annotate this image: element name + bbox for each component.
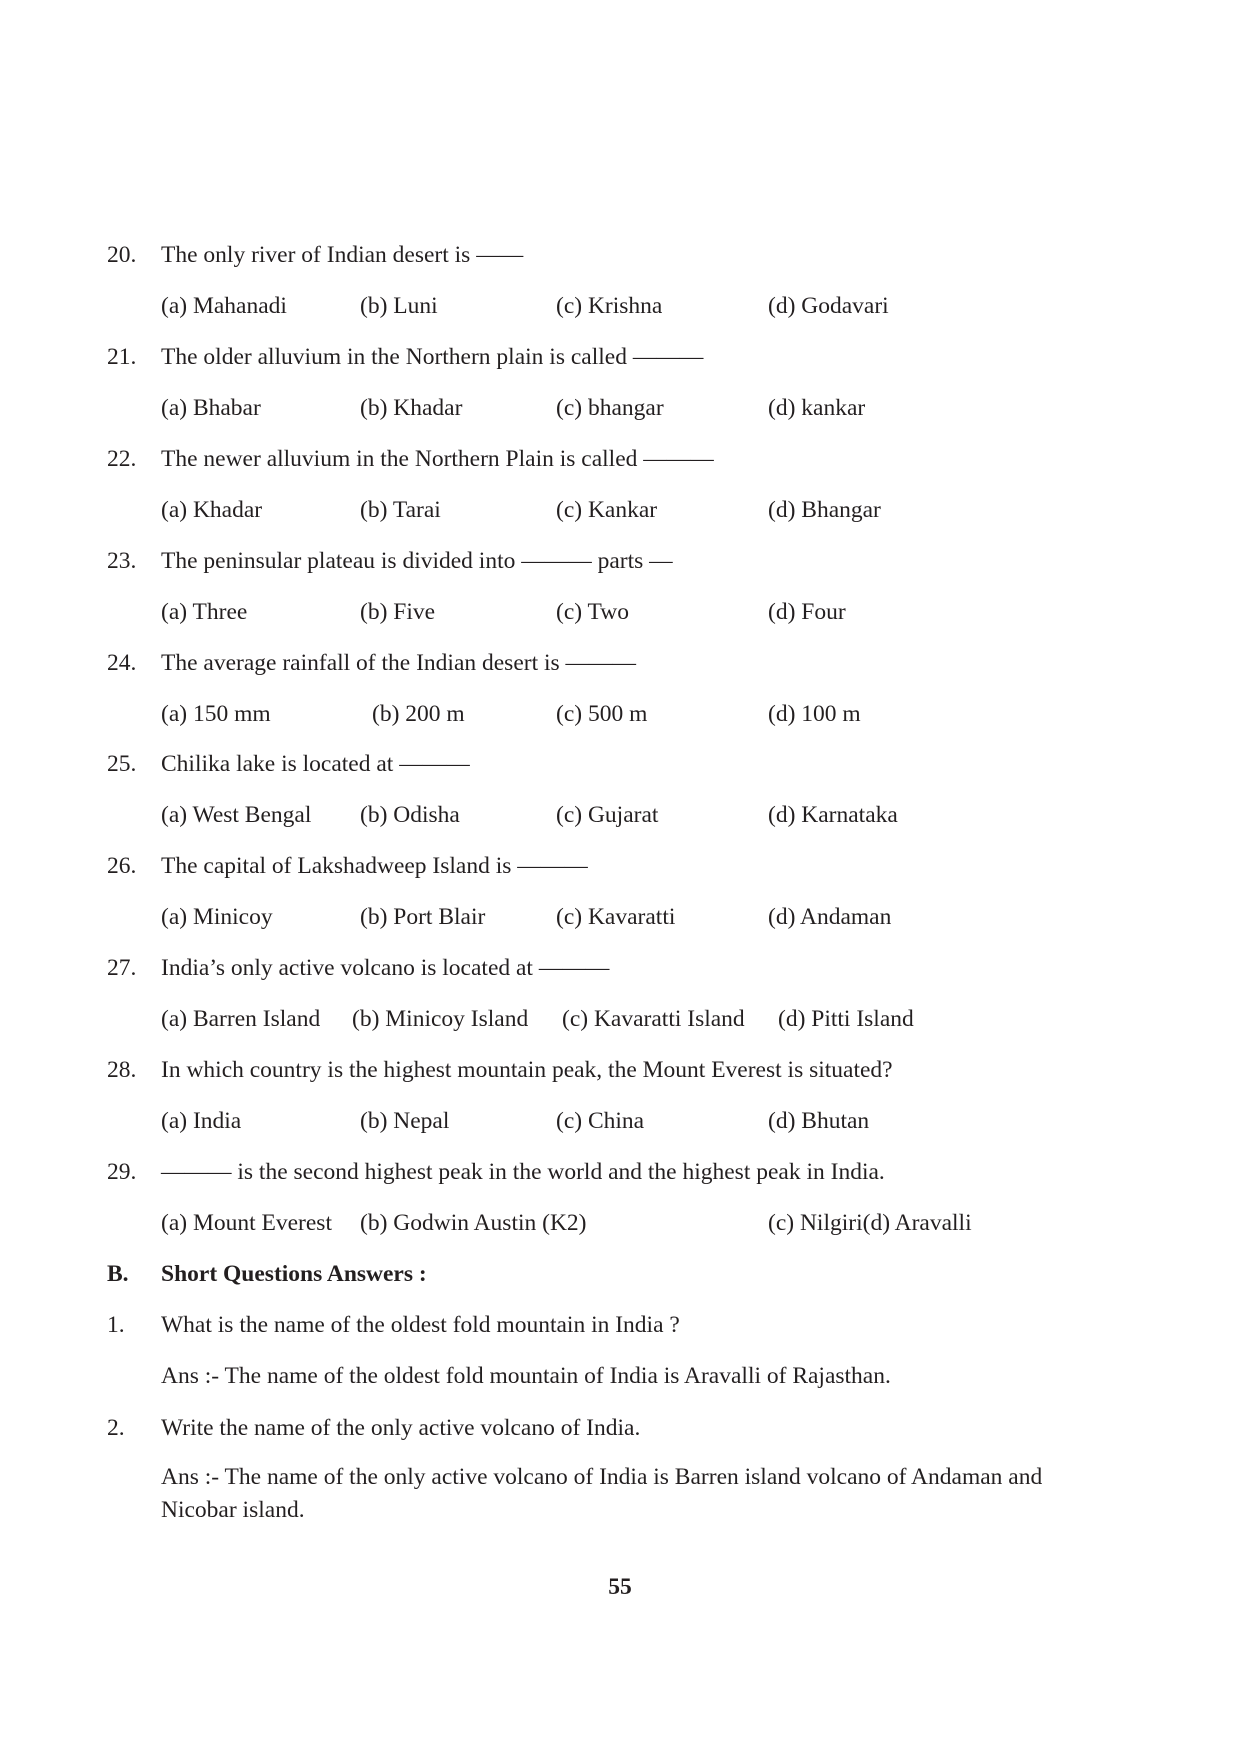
option-b: (b) Port Blair	[360, 904, 486, 930]
option-d: (d) Bhutan	[768, 1108, 870, 1134]
option-a: (a) 150 mm	[161, 701, 271, 727]
short-question-number: 1.	[107, 1312, 125, 1338]
short-question-text: What is the name of the oldest fold mountain in India ?	[161, 1312, 680, 1338]
option-c: (c) Kavaratti Island	[562, 1006, 745, 1032]
short-answer-text: Ans :- The name of the oldest fold mountain of India is Aravalli of Rajasthan.	[161, 1363, 891, 1389]
question-number: 21.	[107, 344, 137, 370]
option-d: (d) 100 m	[768, 701, 861, 727]
question-text: The only river of Indian desert is ——	[161, 242, 524, 268]
option-b: (b) Tarai	[360, 497, 441, 523]
question-text: Chilika lake is located at ———	[161, 751, 470, 777]
option-b: (b) Luni	[360, 293, 438, 319]
question-text: The capital of Lakshadweep Island is ———	[161, 853, 588, 879]
option-a: (a) Minicoy	[161, 904, 273, 930]
question-number: 26.	[107, 853, 137, 879]
question-text: The peninsular plateau is divided into ——— parts —	[161, 548, 673, 574]
question-text: The newer alluvium in the Northern Plain is called ———	[161, 446, 714, 472]
option-c: (c) bhangar	[556, 395, 664, 421]
option-c: (c) China	[556, 1108, 645, 1134]
option-a: (a) Mount Everest	[161, 1210, 332, 1236]
option-b: (b) Five	[360, 599, 436, 625]
short-question-text: Write the name of the only active volcano of India.	[161, 1415, 641, 1441]
question-text: India’s only active volcano is located at ———	[161, 955, 610, 981]
question-text: ——— is the second highest peak in the world and the highest peak in India.	[161, 1159, 885, 1185]
option-a: (a) Three	[161, 599, 248, 625]
option-c: (c) 500 m	[556, 701, 648, 727]
question-number: 22.	[107, 446, 137, 472]
option-d: (d) kankar	[768, 395, 866, 421]
option-b: (b) 200 m	[372, 701, 465, 727]
option-d: (d) Four	[768, 599, 846, 625]
option-b: (b) Minicoy Island	[352, 1006, 529, 1032]
question-number: 24.	[107, 650, 137, 676]
question-number: 25.	[107, 751, 137, 777]
option-a: (a) Bhabar	[161, 395, 261, 421]
option-c: (c) Kavaratti	[556, 904, 676, 930]
option-c: (c) Gujarat	[556, 802, 659, 828]
option-c: (c) Kankar	[556, 497, 658, 523]
section-title: Short Questions Answers :	[161, 1261, 427, 1287]
option-b: (b) Nepal	[360, 1108, 450, 1134]
option-a: (a) West Bengal	[161, 802, 312, 828]
section-label: B.	[107, 1261, 129, 1287]
short-question-number: 2.	[107, 1415, 125, 1441]
option-a: (a) Mahanadi	[161, 293, 287, 319]
question-number: 23.	[107, 548, 137, 574]
option-b: (b) Godwin Austin (K2)	[360, 1210, 587, 1236]
short-answer-text: Ans :- The name of the only active volcano of India is Barren island volcano of Andaman and Nicobar island.	[161, 1464, 1043, 1523]
question-text: The average rainfall of the Indian desert is ———	[161, 650, 637, 676]
question-number: 29.	[107, 1159, 137, 1185]
option-d: (d) Godavari	[768, 293, 889, 319]
option-d: (d) Bhangar	[768, 497, 881, 523]
option-a: (a) Barren Island	[161, 1006, 321, 1032]
question-number: 28.	[107, 1057, 137, 1083]
option-d: (d) Karnataka	[768, 802, 898, 828]
option-a: (a) India	[161, 1108, 242, 1134]
option-d: (d) Pitti Island	[778, 1006, 914, 1032]
option-c: (c) Nilgiri(d) Aravalli	[768, 1210, 972, 1236]
option-d: (d) Andaman	[768, 904, 892, 930]
question-text: The older alluvium in the Northern plain is called ———	[161, 344, 704, 370]
option-c: (c) Two	[556, 599, 629, 625]
option-b: (b) Khadar	[360, 395, 463, 421]
option-c: (c) Krishna	[556, 293, 663, 319]
question-number: 20.	[107, 242, 137, 268]
question-text: In which country is the highest mountain peak, the Mount Everest is situated?	[161, 1057, 893, 1083]
option-a: (a) Khadar	[161, 497, 263, 523]
question-number: 27.	[107, 955, 137, 981]
option-b: (b) Odisha	[360, 802, 460, 828]
page-number: 55	[608, 1574, 632, 1600]
